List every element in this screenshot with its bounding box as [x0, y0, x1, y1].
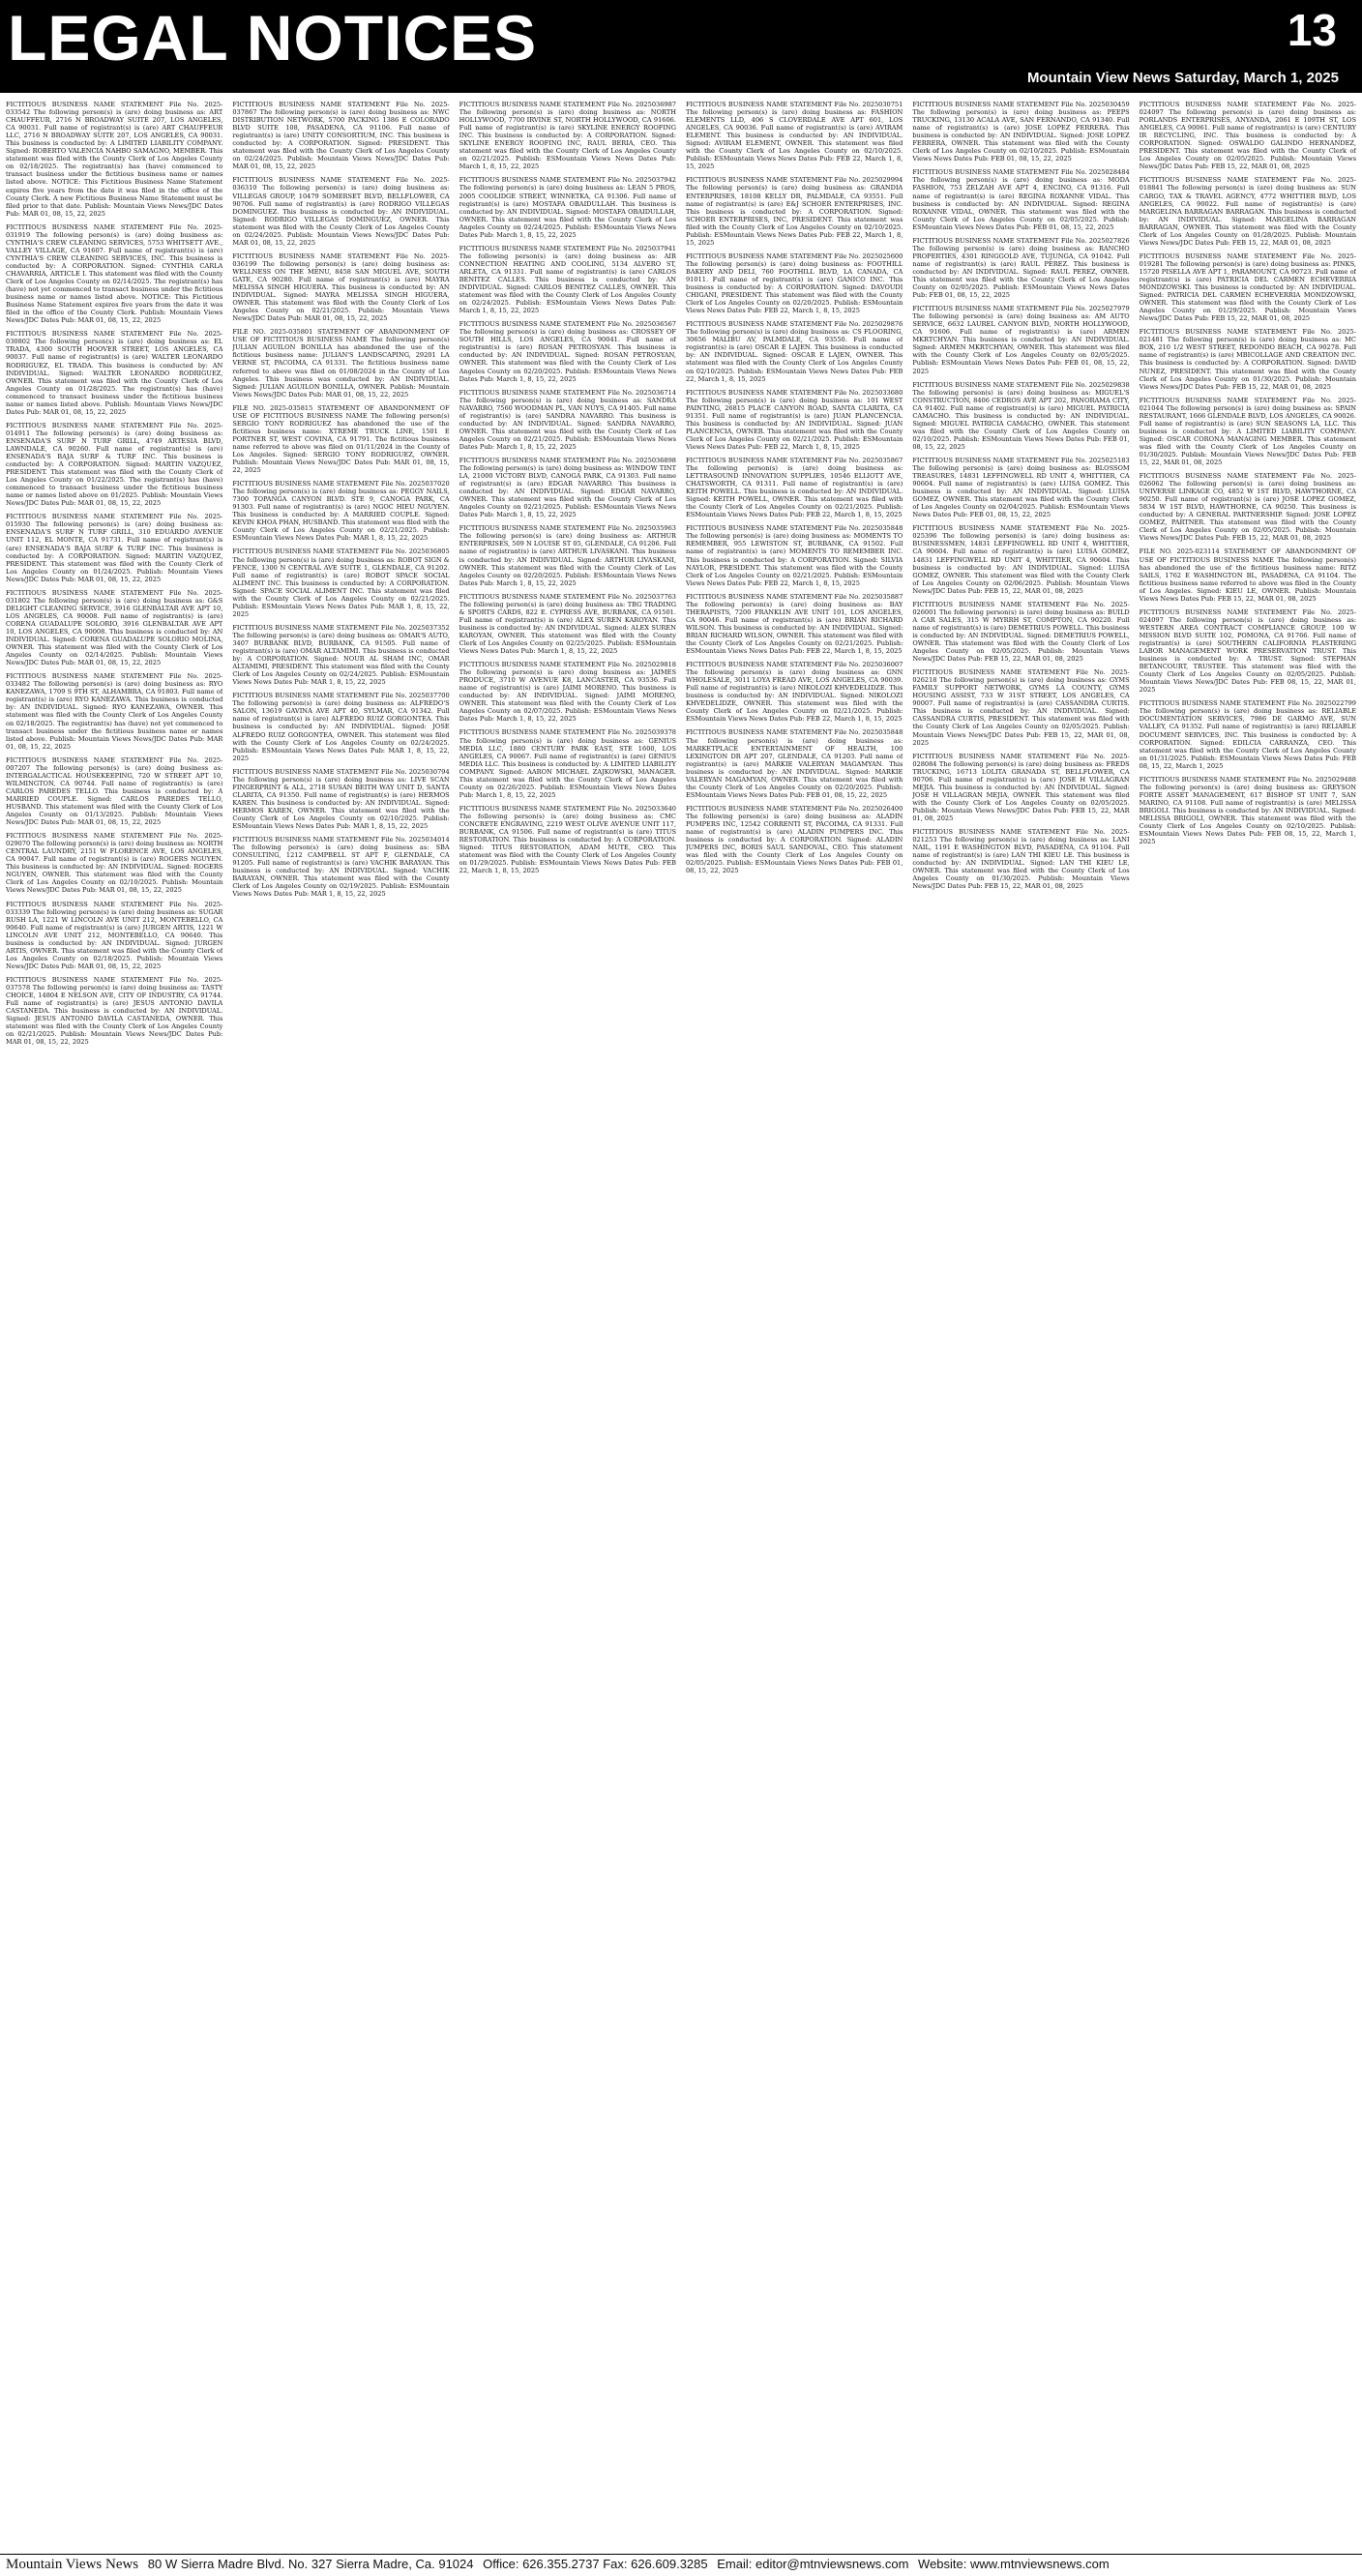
- legal-notice: FICTITIOUS BUSINESS NAME STATEMENT File No. 2025037700 The following person(s) is (are) doing business as: ALFREDO'S SALON, 13619 GAVINA AVE APT 40, SYLMAR, CA 91342. Full name of registrant(s) is (are) ALFREDO RUIZ GORGONTEA. This business is conducted by: AN INDIVIDUAL. Signed: JOSE ALFREDO RUIZ GORGONTEA, OWNER. This statement was filed with the County Clerk of Los Angeles County on 02/24/2025. Publish: ESMountain Views News Dates Pub: MAR 1, 8, 15, 22, 2025: [232, 692, 450, 762]
- section-title: LEGAL NOTICES: [8, 2, 538, 74]
- legal-notice: FICTITIOUS BUSINESS NAME STATEMENT File No. 2025-026001 The following person(s) is (are) doing business as: BUILD A CAR SALES, 315 W MYRRH ST, COMPTON, CA 90220. Full name of registrant(s) is (are) DEMETRIUS POWELL. This business is conducted by: AN INDIVIDUAL. Signed: DEMETRIUS POWELL, OWNER. This statement was filed with the County Clerk of Los Angeles County on 02/05/2025. Publish: Mountain Views News/JDC Dates Pub: FEB 15, 22, MAR 01, 08, 2025: [912, 600, 1130, 664]
- legal-notice: FICTITIOUS BUSINESS NAME STATEMENT File No. 2025033680 The following person(s) is (are) doing business as: 101 WEST PAINTING, 26815 PLACE CANYON ROAD, SANTA CLARITA, CA 91351. Full name of registrant(s) is (are) JUAN PLANCENCIA. This business is conducted by: AN INDIVIDUAL. Signed: JUAN PLANCENCIA, OWNER. This statement was filed with the County Clerk of Los Angeles County on 02/21/2025. Publish: ESMountain Views News Dates Pub: FEB 22, March 1, 8, 15, 2025: [685, 388, 903, 451]
- legal-notice: FICTITIOUS BUSINESS NAME STATEMENT File No. 2025035887 The following person(s) is (are) doing business as: BAY THERAPISTS, 7200 FRANKLIN AVE UNIT 101, LOS ANGELES, CA 90046. Full name of registrant(s) is (are) BRIAN RICHARD WILSON. This business is conducted by: AN INDIVIDUAL. Signed: BRIAN RICHARD WILSON, OWNER. This statement was filed with the County Clerk of Los Angeles County on 02/21/2025. Publish: ESMountain Views News Dates Pub: FEB 22, March 1, 8, 15, 2025: [685, 592, 903, 656]
- legal-notice: FICTITIOUS BUSINESS NAME STATEMENT File No. 2025-021481 The following person(s) is (are) doing business as: MC BOX, 210 1/2 WEST STREET, REDONDO BEACH, CA 90278. Full name of registrant(s) is (are) MBICOLLAGE AND CREATION INC. This business is conducted by: A CORPORATION. Signed: DAVID NUNEZ, PRESIDENT. This statement was filed with the County Clerk of Los Angeles County on 01/30/2025. Publish: Mountain Views News/JDC Dates Pub: FEB 15, 22, MAR 01, 08, 2025: [1139, 328, 1356, 391]
- footer-phone: Office: 626.355.2737 Fax: 626.609.3285: [483, 2557, 708, 2571]
- notices-columns: [6, 101, 1356, 2548]
- footer-brand: Mountain Views News: [6, 2557, 139, 2572]
- legal-notice: FILE NO. 2025-035801 STATEMENT OF ABANDONMENT OF USE OF FICTITIOUS BUSINESS NAME The following person(s) JULIAN AGUILON BONILLA has abandoned the use of the fictitious business name: JULIAN'S LANDSCAPING, 29201 LA VERNE ST, PACOIMA, CA 91331. The fictitious business name referred to above was filed on 01/08/2024 in the County of Los Angeles. This business was conducted by: AN INDIVIDUAL. Signed: JULIAN AGUILON BONILLA, OWNER. Publish: Mountain Views News/JDC Dates Pub: MAR 01, 08, 15, 22, 2025: [232, 328, 450, 399]
- legal-notice: FICTITIOUS BUSINESS NAME STATEMENT File No. 2025025183 The following person(s) is (are) doing business as: BLOSSOM TREASURES, 14831 LEFFINGWELL RD UNIT 4, WHITTIER, CA 90604. Full name of registrant(s) is (are) LUISA GOMEZ. This business is conducted by: AN INDIVIDUAL. Signed: LUISA GOMEZ, OWNER. This statement was filed with the County Clerk of Los Angeles County on 02/04/2025. Publish: ESMountain Views News Dates Pub: FEB 01, 08, 15, 22, 2025: [912, 456, 1130, 519]
- legal-notice: FICTITIOUS BUSINESS NAME STATEMENT File No. 2025036987 The following person(s) is (are) doing business as: NORTH HOLLYWOOD, 7700 IRVINE ST, NORTH HOLLYWOOD, CA 91606. Full name of registrant(s) is (are) SKYLINE ENERGY ROOFING INC. This business is conducted by: A CORPORATION. Signed: SKYLINE ENERGY ROOFING INC, RAUL BERIA, CEO. This statement was filed with the County Clerk of Los Angeles County on 02/21/2025. Publish: ESMountain Views News Dates Pub: March 1, 8, 15, 22, 2025: [459, 101, 676, 171]
- column-6: [1140, 101, 1356, 2548]
- legal-notice: FICTITIOUS BUSINESS NAME STATEMENT File No. 2025-021044 The following person(s) is (are) doing business as: SPAIN RESTAURANT, 1666 GLENDALE BLVD, LOS ANGELES, CA 90026. Full name of registrant(s) is (are) SUN SEASONS LA, LLC. This business is conducted by: A LIMITED LIABILITY COMPANY. Signed: OSCAR CORONA MANAGING MEMBER. This statement was filed with the County Clerk of Los Angeles County on 01/30/2025. Publish: Mountain Views News/JDC Dates Pub: FEB 15, 22, MAR 01, 08, 2025: [1139, 396, 1356, 467]
- legal-notice: FICTITIOUS BUSINESS NAME STATEMENT File No. 2025029838 The following person(s) is (are) doing business as: MIGUEL'S CONSTRUCTION, 8406 CEDROS AVE APT 202, PANORAMA CITY, CA 91402. Full name of registrant(s) is (are) MIGUEL PATRICIA CAMACHO. This business is conducted by: AN INDIVIDUAL. Signed: MIGUEL PATRICIA CAMACHO, OWNER. This statement was filed with the County Clerk of Los Angeles County on 02/10/2025. Publish: ESMountain Views News Dates Pub: FEB 01, 08, 15, 22, 2025: [912, 380, 1130, 451]
- legal-notice: FICTITIOUS BUSINESS NAME STATEMENT File No. 2025036714 The following person(s) is (are) doing business as: SANDRA NAVARRO, 7560 WOODMAN PL, VAN NUYS, CA 91405. Full name of registrant(s) is (are) SANDRA NAVARRO. This business is conducted by: AN INDIVIDUAL. Signed: SANDRA NAVARRO, OWNER. This statement was filed with the County Clerk of Los Angeles County on 02/21/2025. Publish: ESMountain Views News Dates Pub: March 1, 8, 15, 22, 2025: [459, 388, 676, 451]
- legal-notice: FICTITIOUS BUSINESS NAME STATEMENT File No. 2025-026062 The following person(s) is (are) doing business as: UNIVERSE LINKAGE CO, 4852 W 1ST BLVD, HAWTHORNE, CA 90250. Full name of registrant(s) is (are) JOSE LOPEZ GOMEZ, 5834 W 1ST BLVD, HAWTHORNE, CA 90250. This business is conducted by: A GENERAL PARTNERSHIP. Signed: JOSE LOPEZ GOMEZ, PARTNER. This statement was filed with the County Clerk of Los Angeles County on 02/05/2025. Publish: Mountain Views News/JDC Dates Pub: FEB 15, 22, MAR 01, 08, 2025: [1139, 472, 1356, 543]
- legal-notice: FICTITIOUS BUSINESS NAME STATEMENT File No. 2025037020 The following person(s) is (are) doing business as: PEGGY NAILS, 7300 TOPANGA CANYON BLVD. STE 9, CANOGA PARK, CA 91303. Full name of registrant(s) is (are) NGOC HIEU NGUYEN. This business is conducted by: A MARRIED COUPLE. Signed: KEVIN KHOA PHAN, HUSBAND. This statement was filed with the County Clerk of Los Angeles County on 02/21/2025. Publish: ESMountain Views News Dates Pub: MAR 1, 8, 15, 22, 2025: [232, 480, 450, 543]
- legal-notice: FICTITIOUS BUSINESS NAME STATEMENT File No. 2025-033482 The following person(s) is (are) doing business as: RYO KANEZAWA, 1709 S 9TH ST, ALHAMBRA, CA 91803. Full name of registrant(s) is (are) RYO KANEZAWA. This business is conducted by: AN INDIVIDUAL. Signed: RYO KANEZAWA, OWNER. This statement was filed with the County Clerk of Los Angeles County on 02/18/2025. The registrant(s) has (have) not yet commenced to transact business under the fictitious business name or names listed above. Publish: Mountain Views News/JDC Dates Pub: MAR 01, 08, 15, 22, 2025: [6, 672, 223, 751]
- legal-notice: FICTITIOUS BUSINESS NAME STATEMENT File No. 2025-024097 The following person(s) is (are) doing business as: WESTERN AREA CONTRACT COMPLIANCE GROUP, 100 W MISSION BLVD SUITE 102, POMONA, CA 91766. Full name of registrant(s) is (are) SOUTHERN CALIFORNIA PLASTERING LABOR MANAGEMENT WORK PRESERVATION TRUST. This business is conducted by: A TRUST. Signed: STEPHAN BETANCOURT, TRUSTEE. This statement was filed with the County Clerk of Los Angeles County on 02/05/2025. Publish: Mountain Views News/JDC Dates Pub: FEB 08, 15, 22, MAR 01, 2025: [1139, 607, 1356, 695]
- legal-notice: FICTITIOUS BUSINESS NAME STATEMENT File No. 2025036805 The following person(s) is (are) doing business as: ROBOT SIGN & FENCE, 1300 N CENTRAL AVE SUITE 1, GLENDALE, CA 91202. Full name of registrant(s) is (are) ROBOT SPACE SOCIAL ALIMENT INC. This business is conducted by: A CORPORATION. Signed: SPACE SOCIAL ALIMENT INC. This statement was filed with the County Clerk of Los Angeles County on 02/21/2025. Publish: ESMountain Views News Dates Pub: MAR 1, 8, 15, 22, 2025: [232, 548, 450, 618]
- publication-line: Mountain View News Saturday, March 1, 2025: [1026, 70, 1339, 86]
- column-1: [6, 101, 222, 2548]
- legal-notice: FICTITIOUS BUSINESS NAME STATEMENT File No. 2025025600 The following person(s) is (are) doing business as: FOOTHILL BAKERY AND DELI, 760 FOOTHILL BLVD, LA CANADA, CA 91011. Full name of registrant(s) is (are) GANICO INC. This business is conducted by: A CORPORATION. Signed: DAVOUDI CHIGANI, PRESIDENT. This statement was filed with the County Clerk of Los Angeles County on 02/20/2025. Publish: ESMountain Views News Dates Pub: FEB 22, March 1, 8, 15, 2025: [685, 252, 903, 315]
- legal-notice: FILE NO. 2025-035815 STATEMENT OF ABANDONMENT OF USE OF FICTITIOUS BUSINESS NAME The following person(s) SERGIO TONY RODRIGUEZ has abandoned the use of the fictitious business name: XTREME TRUCK LINE, 1501 E PORTNER ST, WEST COVINA, CA 91791. The fictitious business name referred to above was filed on 01/11/2024 in the County of Los Angeles. Signed: SERGIO TONY RODRIGUEZ, OWNER. Publish: Mountain Views News/JDC Dates Pub: MAR 01, 08, 15, 22, 2025: [232, 403, 450, 475]
- legal-notice: FICTITIOUS BUSINESS NAME STATEMENT File No. 2025030751 The following person(s) is (are) doing business as: FASHION ELEMENTS LLD, 406 S CLOVERDALE AVE APT 601, LOS ANGELES, CA 90036. Full name of registrant(s) is (are) AVIRAM ELEMENT. This business is conducted by: AN INDIVIDUAL. Signed: AVIRAM ELEMENT, OWNER. This statement was filed with the County Clerk of Los Angeles County on 02/10/2025. Publish: ESMountain Views News Dates Pub: FEB 22, March 1, 8, 15, 2025: [685, 101, 903, 171]
- legal-notice: FICTITIOUS BUSINESS NAME STATEMENT File No. 2025-031802 The following person(s) is (are) doing business as: G&S DELIGHT CLEANING SERVICE, 3916 GLENBALTAR AVE APT 10, LOS ANGELES, CA 90008. Full name of registrant(s) is (are) CORENA GUADALUPE SOLORIO, 3916 GLENBALTAR AVE APT 10, LOS ANGELES, CA 90008. This business is conducted by: AN INDIVIDUAL. Signed: CORENA GUADALUPE SOLORIO MOLINA, OWNER. This statement was filed with the County Clerk of Los Angeles County on 02/14/2025. Publish: Mountain Views News/JDC Dates Pub: MAR 01, 08, 15, 22, 2025: [6, 588, 223, 667]
- legal-notice: FICTITIOUS BUSINESS NAME STATEMENT File No. 2025-036310 The following person(s) is (are) doing business as: VILLEGAS GROUP, 10479 SOMERSET BLVD, BELLFLOWER, CA 90706. Full name of registrant(s) is (are) RODRIGO VILLEGAS DOMINGUEZ. This business is conducted by: AN INDIVIDUAL. Signed: RODRIGO VILLEGAS DOMINGUEZ, OWNER. This statement was filed with the County Clerk of Los Angeles County on 02/24/2025. Publish: Mountain Views News/JDC Dates Pub: MAR 01, 08, 15, 22, 2025: [232, 176, 450, 247]
- column-3: [459, 101, 676, 2548]
- footer-address: 80 W Sierra Madre Blvd. No. 327 Sierra Madre, Ca. 91024: [147, 2557, 474, 2571]
- legal-notice: FICTITIOUS BUSINESS NAME STATEMENT File No. 2025030794 The following person(s) is (are) doing business as: LIVE SCAN FINGERPRINT & ALL, 2718 SUSAN BEITH WAY UNIT D, SANTA CLARITA, CA 91350. Full name of registrant(s) is (are) HERMOS KAREN. This business is conducted by: AN INDIVIDUAL. Signed: HERMOS KAREN, OWNER. This statement was filed with the County Clerk of Los Angeles County on 02/10/2025. Publish: ESMountain Views News Dates Pub: MAR 1, 8, 15, 22, 2025: [232, 767, 450, 831]
- legal-notice: FICTITIOUS BUSINESS NAME STATEMENT File No. 2025037352 The following person(s) is (are) doing business as: OMAR'S AUTO, 3407 BURBANK BLVD, BURBANK, CA 91505. Full name of registrant(s) is (are) OMAR ALTAMIMI. This business is conducted by: A CORPORATION. Signed: NOUR AL SHAM INC, OMAR ALTAMIMI, PRESIDENT. This statement was filed with the County Clerk of Los Angeles County on 02/24/2025. Publish: ESMountain Views News Dates Pub: MAR 1, 8, 15, 22, 2025: [232, 623, 450, 687]
- legal-notice: FICTITIOUS BUSINESS NAME STATEMENT File No. 2025-025396 The following person(s) is (are) doing business as: BUSINESSMEN, 14831 LEFFINGWELL RD UNIT 4, WHITTIER, CA 90604. Full name of registrant(s) is (are) LUISA GOMEZ, 14831 LEFFINGWELL RD UNIT 4, WHITTIER, CA 90604. This business is conducted by: AN INDIVIDUAL. Signed: LUISA GOMEZ, OWNER. This statement was filed with the County Clerk of Los Angeles County on 02/06/2025. Publish: Mountain Views News/JDC Dates Pub: FEB 15, 22, MAR 01, 08, 2025: [912, 524, 1130, 595]
- page-number: 13: [1287, 5, 1337, 55]
- legal-notice: FICTITIOUS BUSINESS NAME STATEMENT File No. 2025035848 The following person(s) is (are) doing business as: MARKETPLACE ENTERTAINMENT OF HEALTH, 100 LEXINGTON DR APT 207, GLENDALE, CA 91203. Full name of registrant(s) is (are) MARKIE VALERYAN MAGAMYAN. This business is conducted by: AN INDIVIDUAL. Signed: MARKIE VALERYAN MAGAMYAN, OWNER. This statement was filed with the County Clerk of Los Angeles County on 02/20/2025. Publish: ESMountain Views News Dates Pub: FEB 01, 08, 15, 22, 2025: [685, 728, 903, 799]
- legal-notice: FILE NO. 2025-023114 STATEMENT OF ABANDONMENT OF USE OF FICTITIOUS BUSINESS NAME The following person(s) has abandoned the use of the fictitious business name: RITZ SAILS, 1762 E WASHINGTON BL, PASADENA, CA 91104. The fictitious business name referred to above was filed in the County of Los Angeles. Signed: KIEU LE, OWNER. Publish: Mountain Views News Dates Pub: FEB 15, 22, MAR 01, 08, 2025: [1139, 548, 1356, 603]
- legal-notice: FICTITIOUS BUSINESS NAME STATEMENT File No. 2025033640 The following person(s) is (are) doing business as: CMC CONCRETE ENGRAVING, 2219 WEST OLIVE AVENUE UNIT 117, BURBANK, CA 91506. Full name of registrant(s) is (are) TITUS RESTORATION. This business is conducted by: A CORPORATION. Signed: TITUS RESTORATION, ADAM MUTE, CEO. This statement was filed with the County Clerk of Los Angeles County on 01/29/2025. Publish: ESMountain Views News Dates Pub: FEB 22, March 1, 8, 15, 2025: [459, 804, 676, 875]
- legal-notice: FICTITIOUS BUSINESS NAME STATEMENT File No. 2025028484 The following person(s) is (are) doing business as: MODA FASHION, 753 ZELZAH AVE APT 4, ENCINO, CA 91316. Full name of registrant(s) is (are) REGINA ROXANNE VIDAL. This business is conducted by: AN INDIVIDUAL. Signed: REGINA ROXANNE VIDAL, OWNER. This statement was filed with the County Clerk of Los Angeles County on 02/05/2025. Publish: ESMountain Views News Dates Pub: FEB 01, 08, 15, 22, 2025: [912, 168, 1130, 231]
- legal-notice: FICTITIOUS BUSINESS NAME STATEMENT File No. 2025027826 The following person(s) is (are) doing business as: RANCHO PROPERTIES, 4301 RINGGOLD AVE, TUJUNGA, CA 91042. Full name of registrant(s) is (are) RAUL PEREZ. This business is conducted by: AN INDIVIDUAL. Signed: RAUL PEREZ, OWNER. This statement was filed with the County Clerk of Los Angeles County on 02/05/2025. Publish: ESMountain Views News Dates Pub: FEB 01, 08, 15, 22, 2025: [912, 236, 1130, 300]
- legal-notice: FICTITIOUS BUSINESS NAME STATEMENT File No. 2025-033339 The following person(s) is (are) doing business as: SUGAR RUSH LA, 1221 W LINCOLN AVE UNIT 212, MONTEBELLO, CA 90640. Full name of registrant(s) is (are) JURGEN ARTIS, 1221 W LINCOLN AVE UNIT 212, MONTEBELLO, CA 90640. This business is conducted by: AN INDIVIDUAL. Signed: JURGEN ARTIS, OWNER. This statement was filed with the County Clerk of Los Angeles County on 02/18/2025. Publish: Mountain Views News/JDC Dates Pub: MAR 01, 08, 15, 22, 2025: [6, 900, 223, 970]
- legal-notice: FICTITIOUS BUSINESS NAME STATEMENT File No. 2025022799 The following person(s) is (are) doing business as: RELIABLE DOCUMENTATION SERVICES, 7986 DE GARMO AVE, SUN VALLEY, CA 91352. Full name of registrant(s) is (are) RELIABLE DOCUMENT SERVICES, INC. This business is conducted by: A CORPORATION. Signed: EDILCIA CARRANZA, CEO. This statement was filed with the County Clerk of Los Angeles County on 01/31/2025. Publish: ESMountain Views News Dates Pub: FEB 08, 15, 22, March 1, 2025: [1139, 699, 1356, 770]
- legal-notice: FICTITIOUS BUSINESS NAME STATEMENT File No. 2025030459 The following person(s) is (are) doing business as: PEEPS TRUCKING, 13130 ACALA AVE, SAN FERNANDO, CA 91340. Full name of registrant(s) is (are) JOSE LOPEZ FERRERA. This business is conducted by: AN INDIVIDUAL. Signed: JOSE LOPEZ FERRERA, OWNER. This statement was filed with the County Clerk of Los Angeles County on 02/10/2025. Publish: ESMountain Views News Dates Pub: FEB 01, 08, 15, 22, 2025: [912, 101, 1130, 163]
- legal-notice: FICTITIOUS BUSINESS NAME STATEMENT File No. 2025037941 The following person(s) is (are) doing business as: AIR CONNECTION HEATING AND COOLING, 5134 ALVERO ST, ARLETA, CA 91331. Full name of registrant(s) is (are) CARLOS BENITEZ CALLES. This business is conducted by: AN INDIVIDUAL. Signed: CARLOS BENITEZ CALLES, OWNER. This statement was filed with the County Clerk of Los Angeles County on 02/24/2025. Publish: ESMountain Views News Dates Pub: March 1, 8, 15, 22, 2025: [459, 244, 676, 315]
- legal-notice: FICTITIOUS BUSINESS NAME STATEMENT File No. 2025-037867 The following person(s) is (are) doing business as: NWC DISTRIBUTION NETWORK, 5700 PACKING 1386 E COLORADO BLVD SUITE 108, PASADENA, CA 91106. Full name of registrant(s) is (are) UNITY CONSORTIUM, INC. This business is conducted by: A CORPORATION. Signed: PRESIDENT. This statement was filed with the County Clerk of Los Angeles County on 02/24/2025. Publish: Mountain Views News/JDC Dates Pub: MAR 01, 08, 15, 22, 2025: [232, 101, 450, 171]
- column-5: [912, 101, 1129, 2548]
- legal-notice: FICTITIOUS BUSINESS NAME STATEMENT File No. 2025-028084 The following person(s) is (are) doing business as: FREDS TRUCKING, 16713 LOLITA GRANADA ST, BELLFLOWER, CA 90706. Full name of registrant(s) is (are) JOSE H VILLAGRAN MEJIA. This business is conducted by: AN INDIVIDUAL. Signed: JOSE H VILLAGRAN MEJIA, OWNER. This statement was filed with the County Clerk of Los Angeles County on 02/05/2025. Publish: Mountain Views News/JDC Dates Pub: FEB 15, 22, MAR 01, 08, 2025: [912, 752, 1130, 822]
- legal-notice: FICTITIOUS BUSINESS NAME STATEMENT File No. 2025037763 The following person(s) is (are) doing business as: TBG TRADING & SPORTS CARDS, 822 E. CYPRESS AVE, BURBANK, CA 91501. Full name of registrant(s) is (are) ALEX SUREN KAROYAN. This business is conducted by: AN INDIVIDUAL. Signed: ALEX SUREN KAROYAN, OWNER. This statement was filed with the County Clerk of Los Angeles County on 02/25/2025. Publish: ESMountain Views News Dates Pub: March 1, 8, 15, 22, 2025: [459, 592, 676, 656]
- legal-notice: FICTITIOUS BUSINESS NAME STATEMENT File No. 2025-007207 The following person(s) is (are) doing business as: INTERGALACTICAL HOUSEKEEPING, 720 W STREET APT 10, WILMINGTON, CA 90744. Full name of registrant(s) is (are) CARLOS PAREDES TELLO. This business is conducted by: A MARRIED COUPLE. Signed: CARLOS PAREDES TELLO, HUSBAND. This statement was filed with the County Clerk of Los Angeles County on 01/13/2025. Publish: Mountain Views News/JDC Dates Pub: MAR 01, 08, 15, 22, 2025: [6, 755, 223, 827]
- legal-notice: FICTITIOUS BUSINESS NAME STATEMENT File No. 2025-031919 The following person(s) is (are) doing business as: CYNTHIA'S CREW CLEANING SERVICES, 5753 WHITSETT AVE., VALLEY VILLAGE, CA 91607. Full name of registrant(s) is (are) CYNTHIA'S CREW CLEANING SERVICES, INC. This business is conducted by: A CORPORATION. Signed: CYNTHIA CARLA CHAVARRIA, ARTICLE I. This statement was filed with the County Clerk of Los Angeles County on 02/14/2025. The registrant(s) has (have) not yet commenced to transact business under the fictitious business name or names listed above. NOTICE: This Fictitious Business Name Statement expires five years from the date it was filed in the office of the County Clerk. Publish: Mountain Views News/JDC Dates Pub: MAR 01, 08, 15, 22, 2025: [6, 222, 223, 325]
- legal-notice: FICTITIOUS BUSINESS NAME STATEMENT File No. 2025036898 The following person(s) is (are) doing business as: WINDOW TINT LA, 21000 VICTORY BLVD, CANOGA PARK, CA 91303. Full name of registrant(s) is (are) EDGAR NAVARRO. This business is conducted by: AN INDIVIDUAL. Signed: EDGAR NAVARRO, OWNER. This statement was filed with the County Clerk of Los Angeles County on 02/21/2025. Publish: ESMountain Views News Dates Pub: March 1, 8, 15, 22, 2025: [459, 456, 676, 519]
- legal-notice: FICTITIOUS BUSINESS NAME STATEMENT File No. 2025-015930 The following person(s) is (are) doing business as: ENSENADA'S SURF N TURF GRILL, 310 EDUARDO AVENUE UNIT 112, EL MONTE, CA 91731. Full name of registrant(s) is (are) ENSENADA'S BAJA SURF & TURF INC. This business is conducted by: A CORPORATION. Signed: MARTIN VAZQUEZ, PRESIDENT. This statement was filed with the County Clerk of Los Angeles County on 01/24/2025. Publish: Mountain Views News/JDC Dates Pub: MAR 01, 08, 15, 22, 2025: [6, 513, 223, 583]
- masthead: [0, 0, 1362, 93]
- legal-notice: FICTITIOUS BUSINESS NAME STATEMENT File No. 2025029876 The following person(s) is (are) doing business as: CS FLOORING, 30656 MALIBU AV, PALMDALE, CA 93550. Full name of registrant(s) is (are) OSCAR E LAJEN. This business is conducted by: AN INDIVIDUAL. Signed: OSCAR E LAJEN, OWNER. This statement was filed with the County Clerk of Los Angeles County on 02/10/2025. Publish: ESMountain Views News Dates Pub: FEB 22, March 1, 8, 15, 2025: [685, 320, 903, 383]
- legal-notice: FICTITIOUS BUSINESS NAME STATEMENT File No. 2025029818 The following person(s) is (are) doing business as: JAIMES PRODUCE, 3710 W AVENUE K8, LANCASTER, CA 93536. Full name of registrant(s) is (are) JAIMI MORENO. This business is conducted by: AN INDIVIDUAL. Signed: JAIMI MORENO, OWNER. This statement was filed with the County Clerk of Los Angeles County on 02/07/2025. Publish: ESMountain Views News Dates Pub: March 1, 8, 15, 22, 2025: [459, 661, 676, 724]
- legal-notice: FICTITIOUS BUSINESS NAME STATEMENT File No. 2025-030802 The following person(s) is (are) doing business as: EL TRADA, 4300 SOUTH HOOVER STREET, LOS ANGELES, CA 90037. Full name of registrant(s) is (are) WALTER LEONARDO RODRIGUEZ, EL TRADA. This business is conducted by: AN INDIVIDUAL. Signed: WALTER LEONARDO RODRIGUEZ, OWNER. This statement was filed with the County Clerk of Los Angeles County on 01/28/2025. The registrant(s) has (have) commenced to transact business under the fictitious business name or names listed above. Publish: Mountain Views News/JDC Dates Pub: MAR 01, 08, 15, 22, 2025: [6, 330, 223, 416]
- legal-notice: FICTITIOUS BUSINESS NAME STATEMENT File No. 2025-033542 The following person(s) is (are) doing business as: ART CHAUFFEUR, 2716 N BROADWAY SUITE 207, LOS ANGELES, CA 90031. Full name of registrant(s) is (are) ART CHAUFFEUR LLC, 2716 N BROADWAY SUITE 207, LOS ANGELES, CA 90031. This business is conducted by: A LIMITED LIABILITY COMPANY. Signed: ROBERTO VALENCIA NAHBO SAMAGNO, MEMBER. This statement was filed with the County Clerk of Los Angeles County on 02/18/2025. The registrant(s) has (have) commenced to transact business under the fictitious business name or names listed above. NOTICE: This Fictitious Business Name Statement expires five years from the date it was filed in the office of the County Clerk. A new Fictitious Business Name Statement must be filed prior to that date. Publish: Mountain Views News/JDC Dates Pub: MAR 01, 08, 15, 22, 2025: [6, 101, 223, 218]
- legal-notice: FICTITIOUS BUSINESS NAME STATEMENT File No. 2025-024097 The following person(s) is (are) doing business as: PORLANDS ENTERPRISES, ANYANDA, 2061 E 109TH ST, LOS ANGELES, CA 90061. Full name of registrant(s) is (are) CENTURY IR RECYCLING, INC. This business is conducted by: A CORPORATION. Signed: OSWALDO GALINDO HERNANDEZ, PRESIDENT. This statement was filed with the County Clerk of Los Angeles County on 02/05/2025. Publish: Mountain Views News/JDC Dates Pub: FEB 15, 22, MAR 01, 08, 2025: [1139, 101, 1356, 171]
- legal-notice: FICTITIOUS BUSINESS NAME STATEMENT File No. 2025037942 The following person(s) is (are) doing business as: LEAN 5 PROS, 2005 COOLIDGE STREET, WINNETKA, CA 91306. Full name of registrant(s) is (are) MOSTAFA OBAIDULLAH. This business is conducted by: AN INDIVIDUAL. Signed: MOSTAFA OBAIDULLAH, OWNER. This statement was filed with the County Clerk of Los Angeles County on 02/24/2025. Publish: ESMountain Views News Dates Pub: March 1, 8, 15, 22, 2025: [459, 176, 676, 239]
- legal-notice: FICTITIOUS BUSINESS NAME STATEMENT File No. 2025-014911 The following person(s) is (are) doing business as: ENSENADA'S SURF N TURF GRILL, 4749 ARTESIA BLVD, LAWNDALE, CA 90260. Full name of registrant(s) is (are) ENSENADA'S BAJA SURF & TURF INC. This business is conducted by: A CORPORATION. Signed: MARTIN VAZQUEZ, PRESIDENT. This statement was filed with the County Clerk of Los Angeles County on 01/22/2025. The registrant(s) has (have) commenced to transact business under the fictitious business name or names listed above on 01/2025. Publish: Mountain Views News/JDC Dates Pub: MAR 01, 08, 15, 22, 2025: [6, 421, 223, 508]
- legal-notice: FICTITIOUS BUSINESS NAME STATEMENT File No. 2025-019281 The following person(s) is (are) doing business as: PINKS, 15720 PISELLA AVE APT 1, PARAMOUNT, CA 90723. Full name of registrant(s) is (are) PATRICIA DEL CARMEN ECHEVERRIA MONDZOWSKI. This business is conducted by: AN INDIVIDUAL. Signed: PATRICIA DEL CARMEN ECHEVERRIA MONDZOWSKI, OWNER. This statement was filed with the County Clerk of Los Angeles County on 01/29/2025. Publish: Mountain Views News/JDC Dates Pub: FEB 15, 22, MAR 01, 08, 2025: [1139, 252, 1356, 323]
- legal-notice: FICTITIOUS BUSINESS NAME STATEMENT File No. 2025-018841 The following person(s) is (are) doing business as: SUN CARGO, TAX & TRAVEL AGENCY, 4772 WHITTIER BLVD, LOS ANGELES, CA 90022. Full name of registrant(s) is (are) MARGELINA BARRAGAN BARRAGAN. This business is conducted by: AN INDIVIDUAL. Signed: MARGELINA BARRAGAN BARRAGAN, OWNER. This statement was filed with the County Clerk of Los Angeles County on 01/28/2025. Publish: Mountain Views News/JDC Dates Pub: FEB 15, 22, MAR 01, 08, 2025: [1139, 176, 1356, 247]
- footer-website: Website: www.mtnviewsnews.com: [918, 2557, 1110, 2571]
- legal-notice: FICTITIOUS BUSINESS NAME STATEMENT File No. 2025026400 The following person(s) is (are) doing business as: ALADIN PUMPERS INC, 12542 CORRENTI ST, PACOIMA, CA 91331. Full name of registrant(s) is (are) ALADIN PUMPERS INC. This business is conducted by: A CORPORATION. Signed: ALADIN JUMPERS INC, BORIS SAUL SANDOVAL, CEO. This statement was filed with the County Clerk of Los Angeles County on 02/05/2025. Publish: ESMountain Views News Dates Pub: FEB 01, 08, 15, 22, 2025: [685, 804, 903, 875]
- column-2: [232, 101, 449, 2548]
- legal-notice: FICTITIOUS BUSINESS NAME STATEMENT File No. 2025-036199 The following person(s) is (are) doing business as: WELLNESS ON THE MENU, 8458 SAN MIGUEL AVE, SOUTH GATE, CA 90280. Full name of registrant(s) is (are) MAYRA MELISSA SINGH HIGUERA. This business is conducted by: AN INDIVIDUAL. Signed: MAYRA MELISSA SINGH HIGUERA, OWNER. This statement was filed with the County Clerk of Los Angeles County on 02/21/2025. Publish: Mountain Views News/JDC Dates Pub: MAR 01, 08, 15, 22, 2025: [232, 252, 450, 323]
- legal-notice: FICTITIOUS BUSINESS NAME STATEMENT File No. 2025034014 The following person(s) is (are) doing business as: SBA CONSULTING, 1212 CAMPBELL ST APT F, GLENDALE, CA 91205. Full name of registrant(s) is (are) VACHIK BARAYAN. This business is conducted by: AN INDIVIDUAL. Signed: VACHIK BARAYAN, OWNER. This statement was filed with the County Clerk of Los Angeles County on 02/19/2025. Publish: ESMountain Views News Dates Pub: MAR 1, 8, 15, 22, 2025: [232, 836, 450, 899]
- legal-notice: FICTITIOUS BUSINESS NAME STATEMENT File No. 2025036567 The following person(s) is (are) doing business as: CROSSEY OF SOUTH HILLS, LOS ANGELES, CA 90041. Full name of registrant(s) is (are) ROSAN PETROSYAN. This business is conducted by: AN INDIVIDUAL. Signed: ROSAN PETROSYAN, OWNER. This statement was filed with the County Clerk of Los Angeles County on 02/20/2025. Publish: ESMountain Views News Dates Pub: March 1, 8, 15, 22, 2025: [459, 320, 676, 383]
- legal-notice: FICTITIOUS BUSINESS NAME STATEMENT File No. 2025035848 The following person(s) is (are) doing business as: MOMENTS TO REMEMBER, 955 LEWISTON ST, BURBANK, CA 91502. Full name of registrant(s) is (are) MOMENTS TO REMEMBER INC. This business is conducted by: A CORPORATION. Signed: SILVIA NAYLOR, PRESIDENT. This statement was filed with the County Clerk of Los Angeles County on 02/21/2025. Publish: ESMountain Views News Dates Pub: FEB 22, March 1, 8, 15, 2025: [685, 524, 903, 587]
- legal-notice: FICTITIOUS BUSINESS NAME STATEMENT File No. 2025035963 The following person(s) is (are) doing business as: ARTHUR ENTERPRISES, 509 N LOUISE ST 05, GLENDALE, CA 91206. Full name of registrant(s) is (are) ARTHUR LIVASKANI. This business is conducted by: AN INDIVIDUAL. Signed: ARTHUR LIVASKANI, OWNER. This statement was filed with the County Clerk of Los Angeles County on 02/20/2025. Publish: ESMountain Views News Dates Pub: March 1, 8, 15, 22, 2025: [459, 524, 676, 587]
- legal-notice: FICTITIOUS BUSINESS NAME STATEMENT File No. 2025036007 The following person(s) is (are) doing business as: GNN WHOLESALE, 3011 LOYA FREAD AVE, LOS ANGELES, CA 90039. Full name of registrant(s) is (are) NIKOLOZI KHVEDELIDZE. This business is conducted by: AN INDIVIDUAL. Signed: NIKOLOZI KHVEDELIDZE, OWNER. This statement was filed with the County Clerk of Los Angeles County on 02/21/2025. Publish: ESMountain Views News Dates Pub: FEB 22, March 1, 8, 15, 2025: [685, 661, 903, 724]
- page-footer: [0, 2554, 1362, 2576]
- legal-notice: FICTITIOUS BUSINESS NAME STATEMENT File No. 2025035867 The following person(s) is (are) doing business as: LETTRASOUND INNOVATION SUPPLIES, 10546 ELLIOTT AVE, CHATSWORTH, CA 91311. Full name of registrant(s) is (are) KEITH POWELL. This business is conducted by: AN INDIVIDUAL. Signed: KEITH POWELL, OWNER. This statement was filed with the County Clerk of Los Angeles County on 02/21/2025. Publish: ESMountain Views News Dates Pub: FEB 22, March 1, 8, 15, 2025: [685, 456, 903, 519]
- legal-notice: FICTITIOUS BUSINESS NAME STATEMENT File No. 2025039378 The following person(s) is (are) doing business as: GENIUS MEDIA LLC, 1880 CENTURY PARK EAST, STE 1600, LOS ANGELES, CA 90067. Full name of registrant(s) is (are) GENIUS MEDIA LLC. This business is conducted by: A LIMITED LIABILITY COMPANY. Signed: AARON MICHAEL ZAJKOWSKI, MANAGER. This statement was filed with the County Clerk of Los Angeles County on 02/26/2025. Publish: ESMountain Views News Dates Pub: March 1, 8, 15, 22, 2025: [459, 728, 676, 799]
- legal-notice: FICTITIOUS BUSINESS NAME STATEMENT File No. 2025029488 The following person(s) is (are) doing business as: GREYSON FORTE ASSET MANAGEMENT, 617 BISHOP ST UNIT 7, SAN MARINO, CA 91108. Full name of registrant(s) is (are) MELISSA BRIGOLI. This business is conducted by: AN INDIVIDUAL. Signed: MELISSA BRIGOLI, OWNER. This statement was filed with the County Clerk of Los Angeles County on 02/10/2025. Publish: ESMountain Views News Dates Pub: FEB 08, 15, 22, March 1, 2025: [1139, 775, 1356, 846]
- footer-email: Email: editor@mtnviewsnews.com: [717, 2557, 909, 2571]
- legal-notice: FICTITIOUS BUSINESS NAME STATEMENT File No. 2025-037578 The following person(s) is (are) doing business as: TASTY CHOICE, 14804 E NELSON AVE, CITY OF INDUSTRY, CA 91744. Full name of registrant(s) is (are) JESUS ANTONIO DAVILA CASTANEDA. This business is conducted by: AN INDIVIDUAL. Signed: JESUS ANTONIO DAVILA CASTANEDA, OWNER. This statement was filed with the County Clerk of Los Angeles County on 02/21/2025. Publish: Mountain Views News/JDC Dates Pub: MAR 01, 08, 15, 22, 2025: [6, 975, 223, 1047]
- legal-notice: FICTITIOUS BUSINESS NAME STATEMENT File No. 2025-029070 The following person(s) is (are) doing business as: NORTH CENTRAL LAUNDRY, 2151 W FLORENCE AVE, LOS ANGELES, CA 90047. Full name of registrant(s) is (are) ROGERS NGUYEN. This business is conducted by: AN INDIVIDUAL. Signed: ROGERS NGUYEN, OWNER. This statement was filed with the County Clerk of Los Angeles County on 02/10/2025. Publish: Mountain Views News/JDC Dates Pub: MAR 01, 08, 15, 22, 2025: [6, 832, 223, 895]
- legal-notice: FICTITIOUS BUSINESS NAME STATEMENT File No. 2025-026218 The following person(s) is (are) doing business as: GYMS FAMILY SUPPORT NETWORK, GYMS LA COUNTY, GYMS HOUSING ASSIST, 733 W 31ST STREET, LOS ANGELES, CA 90007. Full name of registrant(s) is (are) CASSANDRA CURTIS. This business is conducted by: AN INDIVIDUAL. Signed: CASSANDRA CURTIS, PRESIDENT. This statement was filed with the County Clerk of Los Angeles County on 02/05/2025. Publish: Mountain Views News/JDC Dates Pub: FEB 15, 22, MAR 01, 08, 2025: [912, 668, 1130, 747]
- column-4: [686, 101, 903, 2548]
- legal-notice: FICTITIOUS BUSINESS NAME STATEMENT File No. 2025027979 The following person(s) is (are) doing business as: AM AUTO SERVICE, 6632 LAUREL CANYON BLVD, NORTH HOLLYWOOD, CA 91606. Full name of registrant(s) is (are) ARMEN MKRTCHYAN. This business is conducted by: AN INDIVIDUAL. Signed: ARMEN MKRTCHYAN, OWNER. This statement was filed with the County Clerk of Los Angeles County on 02/05/2025. Publish: ESMountain Views News Dates Pub: FEB 01, 08, 15, 22, 2025: [912, 305, 1130, 375]
- legal-notice: FICTITIOUS BUSINESS NAME STATEMENT File No. 2025029994 The following person(s) is (are) doing business as: GRANDIA ENTERPRISES, 18108 KELLY DR, PALMDALE, CA 93551. Full name of registrant(s) is (are) E&J SCHOER ENTERPRISES, INC. This business is conducted by: A CORPORATION. Signed: SCHOER ENTERPRISES, INC, PRESIDENT. This statement was filed with the County Clerk of Los Angeles County on 02/10/2025. Publish: ESMountain Views News Dates Pub: FEB 22, March 1, 8, 15, 2025: [685, 176, 903, 247]
- legal-notice: FICTITIOUS BUSINESS NAME STATEMENT File No. 2025-021253 The following person(s) is (are) doing business as: LANI NAIL, 1191 E WASHINGTON BLVD, PASADENA, CA 91104. Full name of registrant(s) is (are) LAN THI KIEU LE. This business is conducted by: AN INDIVIDUAL. Signed: LAN THI KIEU LE, OWNER. This statement was filed with the County Clerk of Los Angeles County on 01/30/2025. Publish: Mountain Views News/JDC Dates Pub: FEB 15, 22, MAR 01, 08, 2025: [912, 828, 1130, 891]
